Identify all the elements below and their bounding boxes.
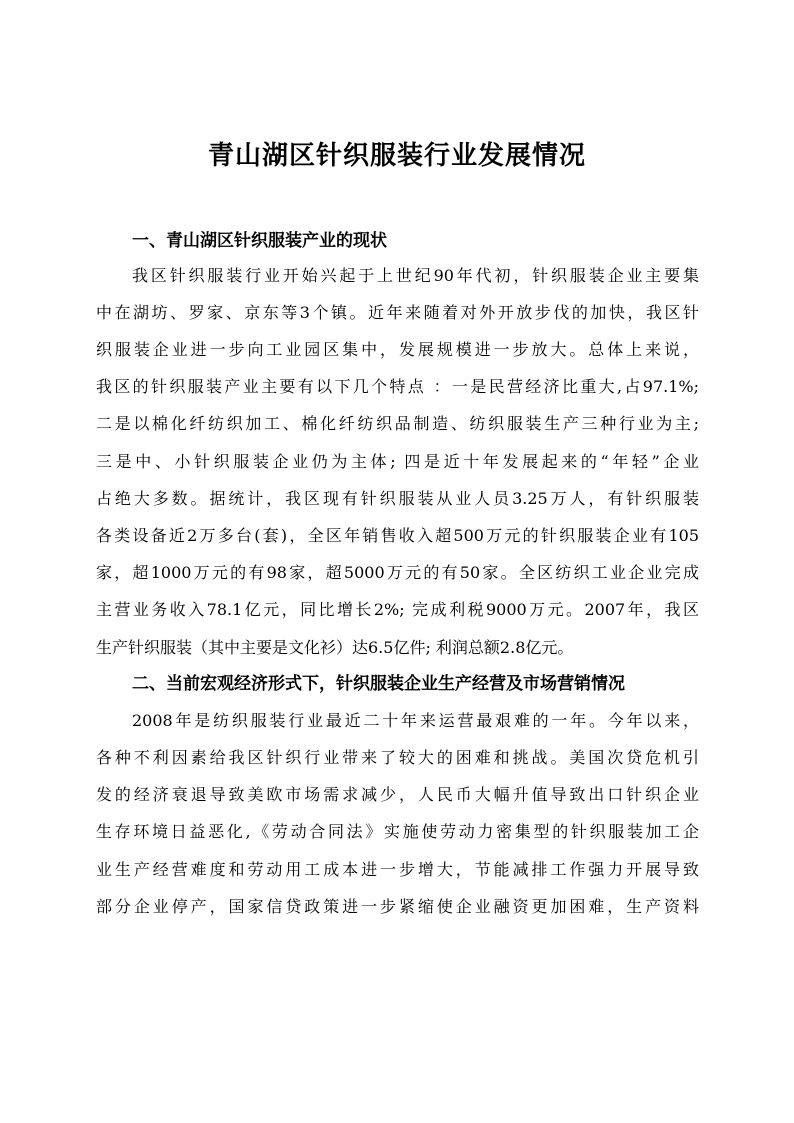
section-2-line: 生存环境日益恶化,《劳动合同法》实施使劳动力密集型的针织服装加工企 xyxy=(96,822,699,841)
section-1-line: 三是中、小针织服装企业仍为主体; 四是近十年发展起来的“年轻”企业 xyxy=(96,452,699,471)
section-1-line: 我区针织服装行业开始兴起于上世纪90年代初，针织服装企业主要集 xyxy=(132,266,699,285)
section-1-heading: 一、青山湖区针织服装产业的现状 xyxy=(132,231,387,251)
section-1-line: 织服装企业进一步向工业园区集中，发展规模进一步放大。总体上来说， xyxy=(96,340,699,359)
section-2-line: 2008年是纺织服装行业最近二十年来运营最艰难的一年。今年以来， xyxy=(132,711,699,730)
section-2-line: 部分企业停产，国家信贷政策进一步紧缩使企业融资更加困难，生产资料 xyxy=(96,897,699,916)
section-1-line: 我区的针织服装产业主要有以下几个特点 ：一是民营经济比重大,占97.1%; xyxy=(96,377,699,396)
section-1-line: 各类设备近2万多台(套)，全区年销售收入超500万元的针织服装企业有105 xyxy=(96,526,699,545)
section-2-heading: 二、当前宏观经济形式下，针织服装企业生产经营及市场营销情况 xyxy=(132,674,625,694)
section-2-line: 各种不利因素给我区针织行业带来了较大的困难和挑战。美国次贷危机引 xyxy=(96,748,699,767)
document-title: 青山湖区针织服装行业发展情况 xyxy=(207,141,586,171)
section-1-line: 生产针织服装（其中主要是文化衫）达6.5亿件; 利润总额2.8亿元。 xyxy=(96,638,574,657)
section-1-line: 中在湖坊、罗家、京东等3个镇。近年来随着对外开放步伐的加快，我区针 xyxy=(96,303,699,322)
section-2-line: 发的经济衰退导致美欧市场需求减少，人民币大幅升值导致出口针织企业 xyxy=(96,785,699,804)
section-1-line: 二是以棉化纤纺织加工、棉化纤纺织品制造、纺织服装生产三种行业为主; xyxy=(96,414,699,433)
section-1-line: 家，超1000万元的有98家，超5000万元的有50家。全区纺织工业企业完成 xyxy=(96,563,699,582)
section-1-line: 主营业务收入78.1亿元，同比增长2%; 完成利税9000万元。2007年，我区 xyxy=(96,600,699,619)
section-1-line: 占绝大多数。据统计，我区现有针织服装从业人员3.25万人，有针织服装 xyxy=(96,489,699,508)
section-2-line: 业生产经营难度和劳动用工成本进一步增大，节能减排工作强力开展导致 xyxy=(96,860,699,879)
